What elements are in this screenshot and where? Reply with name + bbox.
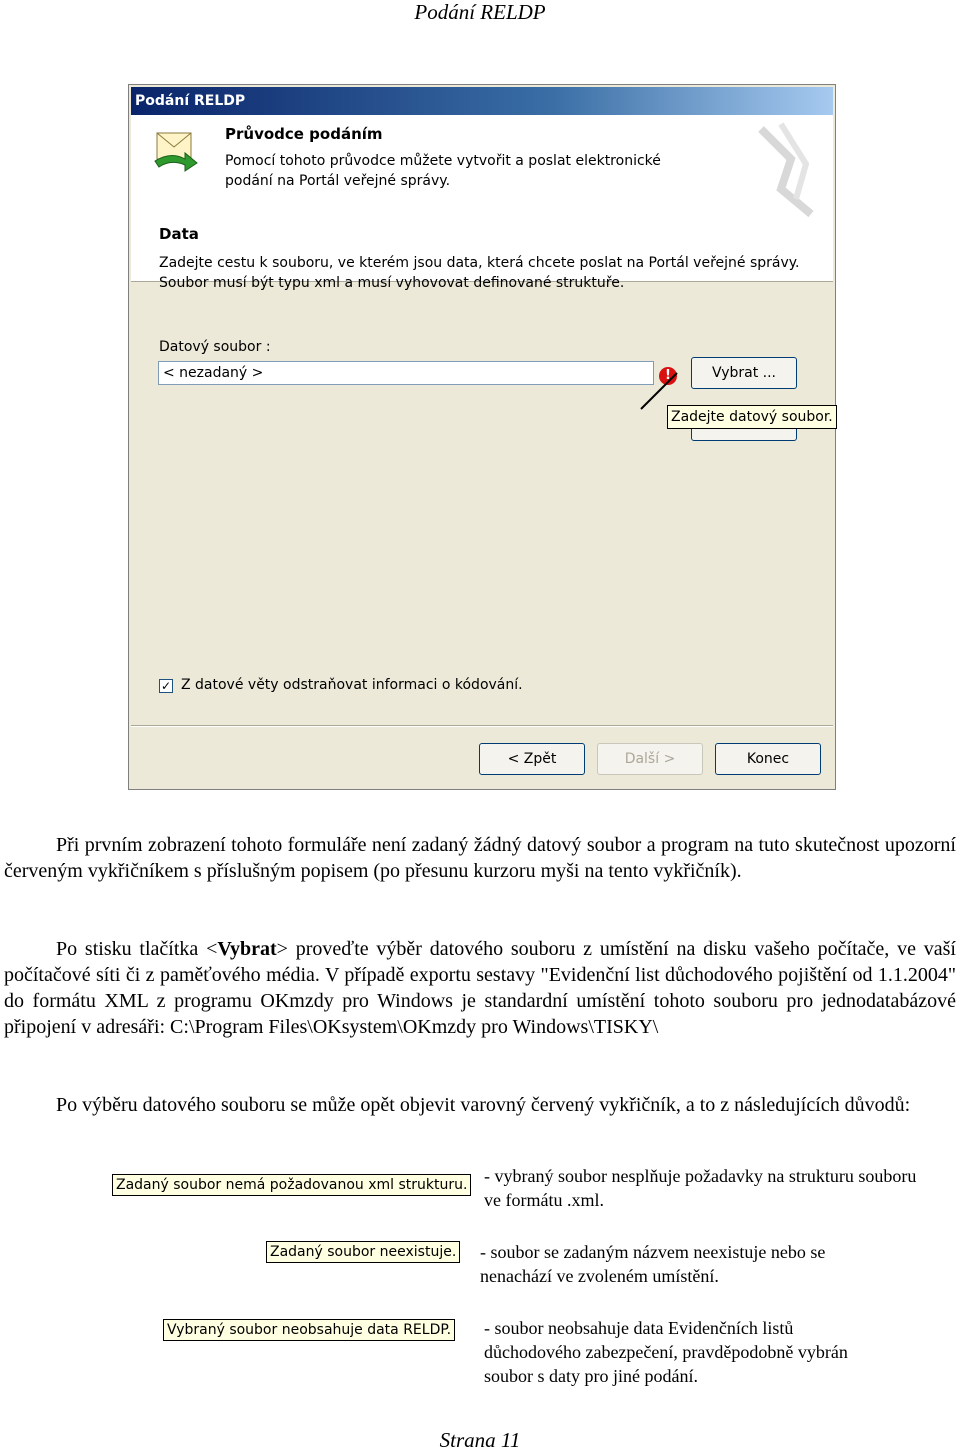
page-footer: Strana 11 [439, 1428, 521, 1452]
strip-encoding-checkbox[interactable]: ✓ [160, 679, 172, 693]
error-exclamation-icon[interactable]: ! [659, 367, 677, 385]
wizard-title: Průvodce podáním [225, 125, 383, 143]
section-title: Data [159, 225, 199, 243]
section-description: Zadejte cestu k souboru, ve kterém jsou data, která chcete poslat na Portál veřejné správy. Soubor musí být typu xml a musí vyhovovat definované struktuře. [159, 255, 800, 291]
finish-button[interactable]: Konec [715, 743, 821, 775]
paragraph-warnings [4, 1092, 956, 1118]
dialog-title-bar: Podání RELDP [131, 87, 833, 115]
error-message-not-exists: Zadaný soubor neexistuje. [266, 1241, 460, 1263]
paragraph-browse [4, 936, 956, 1040]
page-header: Podání RELDP [414, 0, 546, 24]
paragraph-browse-bold: Vybrat [217, 938, 277, 960]
paragraph-warnings-text: Po výběru datového souboru se může opět objevit varovný červený vykřičník, a to z následujících důvodů: [56, 1094, 911, 1116]
paragraph-intro-text: Při prvním zobrazení tohoto formuláře není zadaný žádný datový soubor a program na tuto skutečnost upozorní červeným vykřičníkem s příslušným popisem (po přesunu kurzoru myši na tento vykřičník). [4, 834, 956, 882]
checkbox-label: Z datové věty odstraňovat informaci o kódování. [181, 677, 523, 693]
paragraph-intro [4, 832, 956, 884]
paragraph-browse-a: Po stisku tlačítka < [56, 938, 218, 960]
wizard-decoration-icon [751, 119, 821, 219]
mail-send-icon [151, 125, 201, 173]
datafile-label: Datový soubor : [159, 339, 271, 355]
browse-button[interactable]: Vybrat ... [691, 357, 797, 389]
next-button[interactable]: Další > [597, 743, 703, 775]
wizard-dialog [128, 84, 836, 790]
error-message-no-data: Vybraný soubor neobsahuje data RELDP. [163, 1319, 455, 1341]
error-tooltip: Zadejte datový soubor. [667, 405, 837, 429]
datafile-input[interactable]: < nezadaný > [158, 361, 654, 385]
button-separator [131, 725, 833, 727]
error-reason-structure: - vybraný soubor nesplňuje požadavky na strukturu souboru ve formátu .xml. [484, 1166, 917, 1210]
error-reason-not-exists: - soubor se zadaným názvem neexistuje nebo se nenachází ve zvoleném umístění. [480, 1242, 826, 1286]
paragraph-browse-b: > proveďte výběr datového souboru z umístění na disku vašeho počítače, ve vaší počítačové síti či z paměťového média. V případě exportu sestavy "Evidenční list důchodového pojištění od 1.1.2004" do formátu XML z programu OKmzdy pro Windows je standardní umístění tohoto souboru pro jednodatabázové připojení v adresáři: C:\Program Files\OKsystem\OKmzdy pro Windows\TISKY\ [4, 938, 956, 1038]
wizard-description: Pomocí tohoto průvodce můžete vytvořit a poslat elektronické podání na Portál veřejné správy. [225, 153, 661, 189]
error-message-structure: Zadaný soubor nemá požadovanou xml strukturu. [112, 1174, 471, 1196]
error-reason-no-data: - soubor neobsahuje data Evidenčních listů důchodového zabezpečení, pravděpodobně vybrán soubor s daty pro jiné podání. [484, 1318, 848, 1386]
back-button[interactable]: < Zpět [479, 743, 585, 775]
